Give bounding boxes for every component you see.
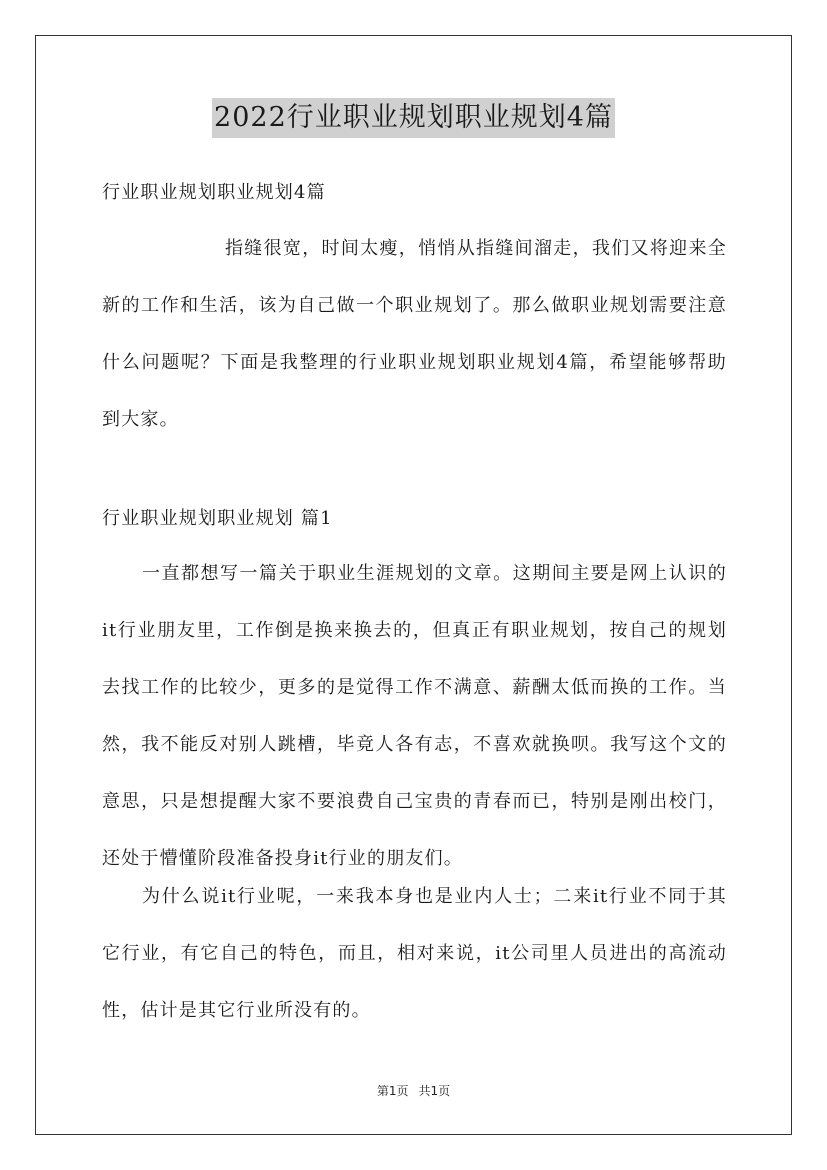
document-subtitle: 行业职业规划职业规划4篇 [102, 182, 326, 203]
document-title-wrapper [0, 98, 827, 138]
body-paragraph-1: 一直都想写一篇关于职业生涯规划的文章。这期间主要是网上认识的it行业朋友里，工作倒是换来换去的，但真正有职业规划，按自己的规划去找工作的比较少，更多的是觉得工作不满意、薪酬太低而换的工作。当然，我不能反对别人跳槽，毕竟人各有志，不喜欢就换呗。我写这个文的意思，只是想提醒大家不要浪费自己宝贵的青春而已，特别是刚出校门，还处于懵懂阶段准备投身it行业的朋友们。 [102, 563, 727, 869]
body-paragraph-2: 为什么说it行业呢，一来我本身也是业内人士；二来it行业不同于其它行业，有它自己的特色，而且，相对来说，it公司里人员进出的高流动性，估计是其它行业所没有的。 [102, 886, 727, 1021]
page-total: 共1页 [418, 1084, 451, 1098]
document-title: 2022行业职业规划职业规划4篇 [212, 98, 615, 138]
page-footer [0, 1082, 827, 1099]
section-heading: 行业职业规划职业规划 篇1 [102, 508, 333, 529]
intro-paragraph: 指缝很宽，时间太瘦，悄悄从指缝间溜走，我们又将迎来全新的工作和生活，该为自己做一个职业规划了。那么做职业规划需要注意什么问题呢？下面是我整理的行业职业规划职业规划4篇，希望能够帮助到大家。 [102, 238, 727, 430]
page-number: 第1页 [376, 1084, 409, 1098]
